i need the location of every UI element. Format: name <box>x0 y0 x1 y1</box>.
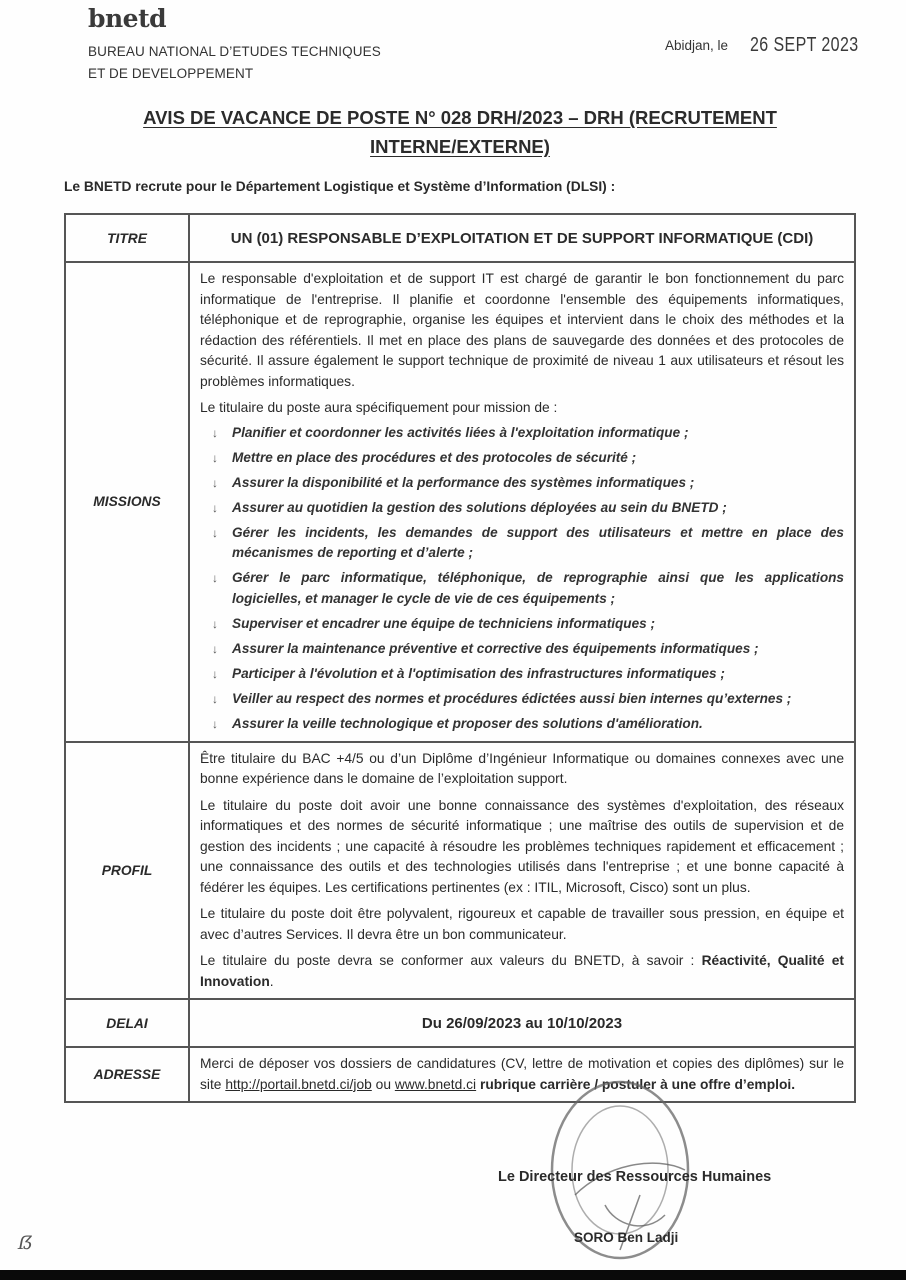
list-item: ↓ Mettre en place des procédures et des protocoles de sécurité ; <box>200 448 844 469</box>
missions-description: Le responsable d'exploitation et de support IT est chargé de garantir le bon fonctionnement du parc informatique de l'entreprise. Il planifie et coordonne l'ensemble des équipements informatiques, téléphonique et de reprographie, organise les équipes et intervient dans le choix des méthodes et la rédaction des référentiels. Il met en place des plans de sauvegarde des données et des protocoles de sécurité. Il assure également le support technique de proximité de niveau 1 aux utilisateurs et résout les problèmes informatiques. <box>200 271 844 389</box>
row-delai <box>65 999 855 1047</box>
label-adresse: ADRESSE <box>65 1047 189 1102</box>
arrow-down-bullet-icon: ↓ <box>212 667 218 682</box>
missions-content <box>189 262 855 742</box>
profil-paragraph-3: Le titulaire du poste doit être polyvalent, rigoureux et capable de travailler sous pression, en équipe et avec d’autres Services. Il devra être un bon communicateur. <box>200 906 844 942</box>
org-name-line2: ET DE DEVELOPPEMENT <box>88 66 254 81</box>
date-stamp: 26 SEPT 2023 <box>750 34 859 56</box>
profil-paragraph-1: Être titulaire du BAC +4/5 ou d’un Diplôme d’Ingénieur Informatique ou domaines connexes avec une bonne expérience dans le domaine de l’exploitation support. <box>200 750 844 787</box>
row-profil <box>65 742 855 1000</box>
list-item: ↓ Superviser et encadrer une équipe de techniciens informatiques ; <box>200 614 844 635</box>
list-item: ↓ Gérer les incidents, les demandes de support des utilisateurs et mettre en place des mécanismes de reporting et d’alerte ; <box>212 524 844 561</box>
row-missions <box>65 262 855 742</box>
label-profil: PROFIL <box>65 742 189 1000</box>
bottom-border-bar <box>0 1270 906 1280</box>
intro-text: Le BNETD recrute pour le Département Logistique et Système d’Information (DLSI) : <box>64 179 616 194</box>
list-item: ↓ Assurer la disponibilité et la performance des systèmes informatiques ; <box>200 473 844 494</box>
row-adresse <box>65 1047 855 1102</box>
arrow-down-bullet-icon: ↓ <box>212 425 218 440</box>
dateline-prefix: Abidjan, le <box>665 38 729 53</box>
company-values: Réactivité, Qualité et Innovation <box>200 953 844 989</box>
deadline-value: Du 26/09/2023 au 10/10/2023 <box>189 999 855 1047</box>
arrow-down-bullet-icon: ↓ <box>212 475 218 490</box>
arrow-down-bullet-icon: ↓ <box>212 692 218 707</box>
org-name-line1: BUREAU NATIONAL D’ETUDES TECHNIQUES <box>88 44 381 59</box>
profil-paragraph-4: Le titulaire du poste devra se conformer aux valeurs du BNETD, à savoir : Réactivité, Qualité et Innovation. <box>200 953 844 989</box>
label-titre: TITRE <box>65 214 189 262</box>
adresse-content: Merci de déposer vos dossiers de candidatures (CV, lettre de motivation et copies des diplômes) sur le site http://portail.bnetd.ci/job ou www.bnetd.ci rubrique carrière / postuler à une offre d’emploi. <box>189 1047 855 1102</box>
missions-lead: Le titulaire du poste aura spécifiquement pour mission de : <box>200 400 558 415</box>
label-delai: DELAI <box>65 999 189 1047</box>
profil-content <box>189 742 855 1000</box>
signatory-name: SORO Ben Ladji <box>574 1230 679 1245</box>
arrow-down-bullet-icon: ↓ <box>212 617 218 632</box>
title-line2: INTERNE/EXTERNE) <box>370 136 550 157</box>
profil-paragraph-2: Le titulaire du poste doit avoir une bonne connaissance des systèmes d'exploitation, des réseaux informatiques et des normes de sécurité informatique ; une maîtrise des outils de supervision et de gestion des incidents ; une capacité à résoudre les problèmes techniques rapidement et efficacement ; une connaissance des outils et des technologies utilisés dans l'entreprise ; et une bonne capacité à fédérer les équipes. Les certifications pertinentes (ex : ITIL, Microsoft, Cisco) sont un plus. <box>200 797 844 895</box>
title-line1: AVIS DE VACANCE DE POSTE N° 028 DRH/2023 – DRH (RECRUTEMENT <box>143 107 777 128</box>
list-item: ↓ Planifier et coordonner les activités liées à l'exploitation informatique ; <box>200 423 844 444</box>
list-item: ↓ Veiller au respect des normes et procédures édictées aussi bien internes qu’externes ; <box>200 689 844 710</box>
bnetd-website-link[interactable]: www.bnetd.ci <box>394 1076 477 1092</box>
missions-list <box>200 423 844 735</box>
arrow-down-bullet-icon: ↓ <box>212 642 218 657</box>
list-item: ↓ Participer à l'évolution et à l'optimisation des infrastructures informatiques ; <box>200 664 844 685</box>
row-titre <box>65 214 855 262</box>
label-missions: MISSIONS <box>65 262 189 742</box>
arrow-down-bullet-icon: ↓ <box>212 525 218 540</box>
arrow-down-bullet-icon: ↓ <box>212 571 218 586</box>
arrow-down-bullet-icon: ↓ <box>212 450 218 465</box>
signatory-title: Le Directeur des Ressources Humaines <box>498 1169 772 1185</box>
portal-job-link[interactable]: http://portail.bnetd.ci/job <box>225 1076 372 1092</box>
list-item: ↓ Assurer au quotidien la gestion des solutions déployées au sein du BNETD ; <box>200 498 844 519</box>
page-title <box>60 103 860 161</box>
job-details-table <box>64 213 856 1103</box>
list-item: ↓ Gérer le parc informatique, téléphonique, de reprographie ainsi que les applications logicielles, et manager le cycle de vie de ces équipements ; <box>212 570 844 606</box>
list-item: ↓ Assurer la maintenance préventive et corrective des équipements informatiques ; <box>200 639 844 660</box>
list-item: ↓ Assurer la veille technologique et proposer des solutions d'amélioration. <box>200 714 844 735</box>
job-title-value: UN (01) RESPONSABLE D’EXPLOITATION ET DE SUPPORT INFORMATIQUE (CDI) <box>189 214 855 262</box>
arrow-down-bullet-icon: ↓ <box>212 717 218 732</box>
margin-initials: ẞ <box>18 1233 33 1254</box>
bnetd-logo: bnetd <box>88 4 167 33</box>
arrow-down-bullet-icon: ↓ <box>212 500 218 515</box>
